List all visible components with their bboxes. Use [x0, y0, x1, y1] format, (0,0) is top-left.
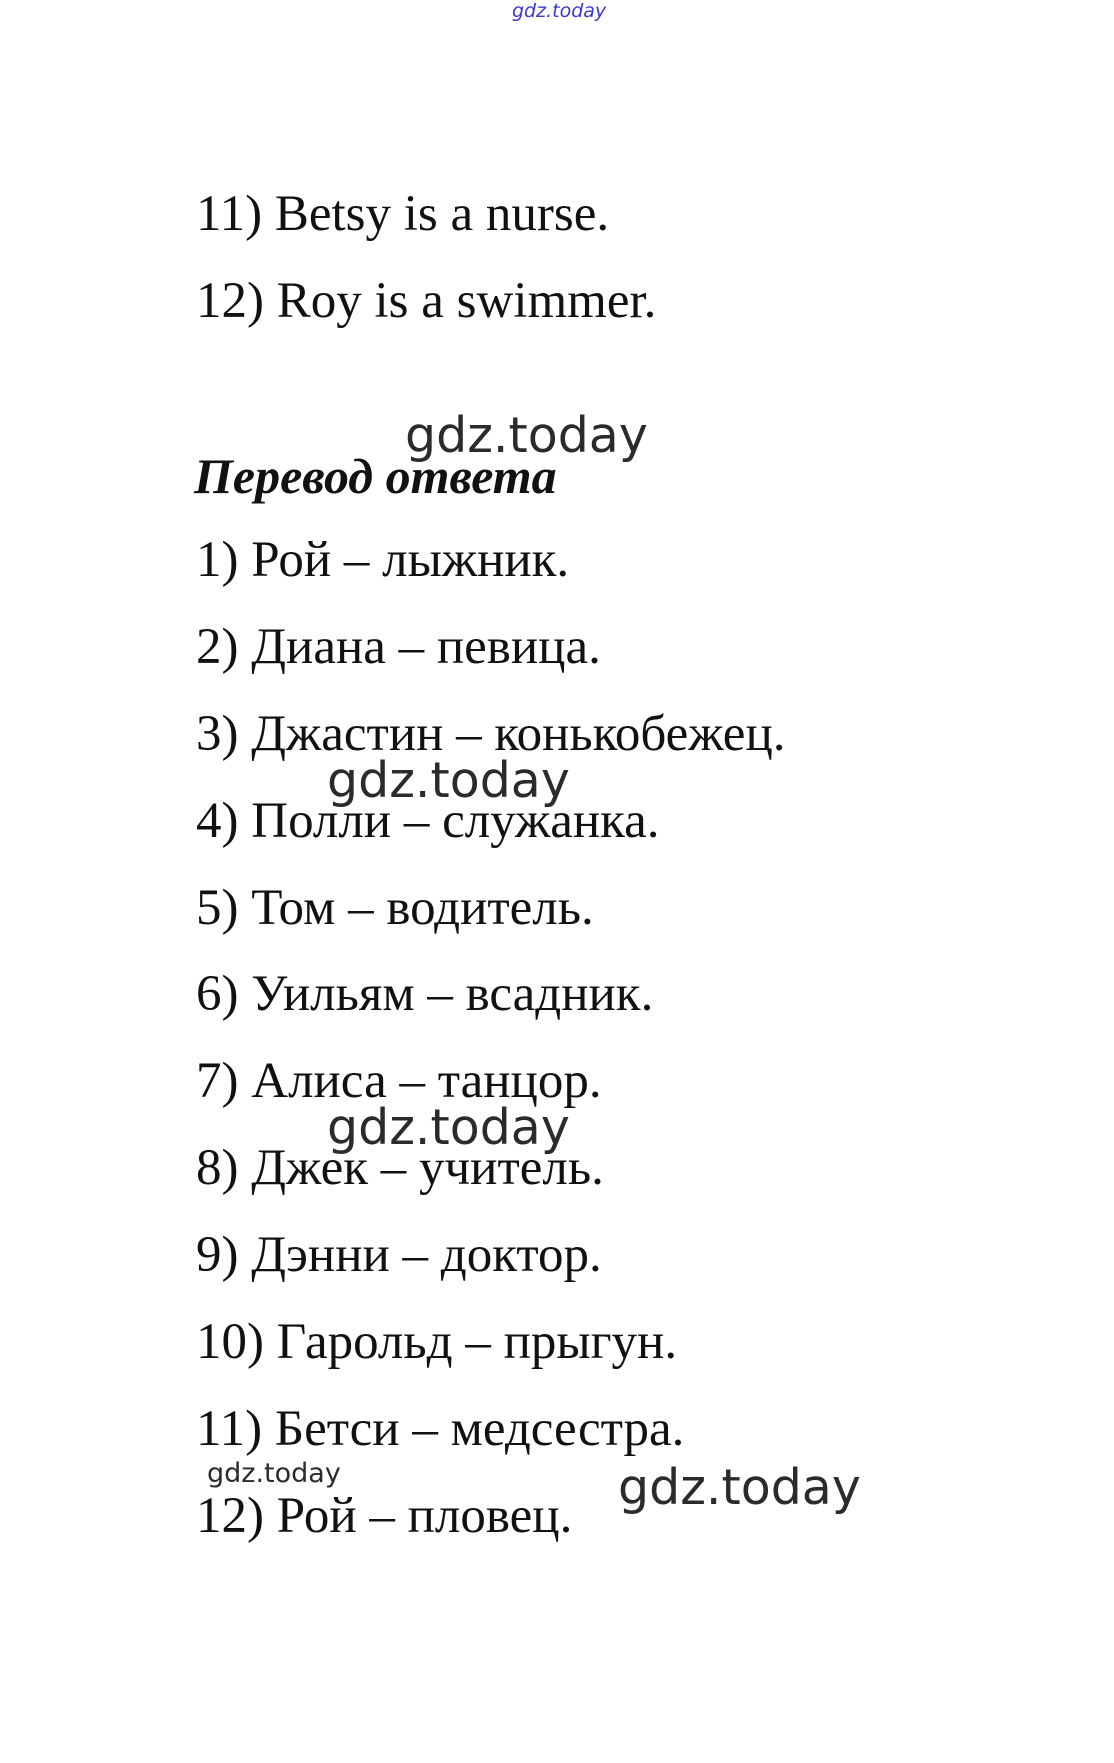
answer-line-11: 11) Betsy is a nurse. [196, 186, 610, 242]
translation-line-3: 3) Джастин – конькобежец. [196, 706, 786, 762]
answer-line-12: 12) Roy is a swimmer. [196, 273, 657, 329]
translation-line-11: 11) Бетси – медсестра. [196, 1401, 685, 1457]
translation-line-7: 7) Алиса – танцор. [196, 1053, 602, 1109]
translation-line-6: 6) Уильям – всадник. [196, 966, 654, 1022]
translation-line-12: 12) Рой – пловец. [196, 1488, 573, 1544]
translation-line-2: 2) Диана – певица. [196, 619, 601, 675]
watermark-bottom-small: gdz.today [207, 1458, 341, 1489]
watermark-mid-2: gdz.today [327, 1099, 570, 1156]
watermark-top: gdz.today [512, 0, 607, 22]
translation-line-1: 1) Рой – лыжник. [196, 532, 570, 588]
translation-line-4: 4) Полли – служанка. [196, 793, 660, 849]
translation-line-5: 5) Том – водитель. [196, 880, 594, 936]
watermark-heading: gdz.today [405, 407, 648, 464]
translation-line-10: 10) Гарольд – прыгун. [196, 1314, 678, 1370]
translation-line-8: 8) Джек – учитель. [196, 1140, 604, 1196]
watermark-mid-1: gdz.today [327, 752, 570, 809]
translation-line-9: 9) Дэнни – доктор. [196, 1227, 602, 1283]
watermark-bottom-big: gdz.today [618, 1459, 861, 1516]
translation-heading: Перевод ответа [194, 448, 557, 504]
